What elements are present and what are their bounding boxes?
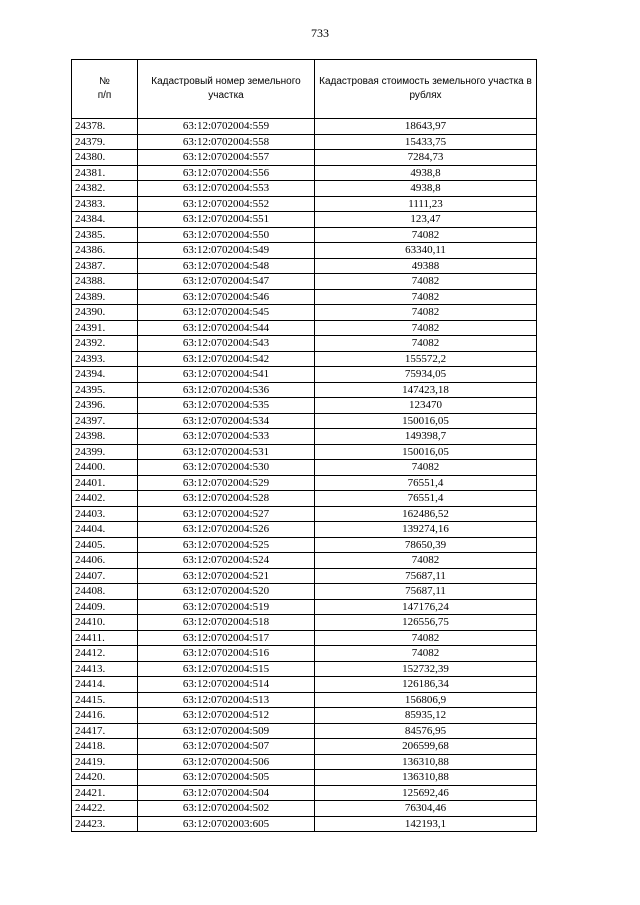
row-number: 24407. <box>72 568 138 584</box>
table-row <box>72 723 537 739</box>
cadastral-number: 63:12:0702004:545 <box>138 305 315 321</box>
cadastral-number: 63:12:0702004:514 <box>138 677 315 693</box>
row-number: 24415. <box>72 692 138 708</box>
row-number: 24417. <box>72 723 138 739</box>
table-row <box>72 506 537 522</box>
row-number: 24400. <box>72 460 138 476</box>
cadastral-number: 63:12:0702004:542 <box>138 351 315 367</box>
row-number: 24411. <box>72 630 138 646</box>
table-body <box>72 119 537 832</box>
cadastral-value: 84576,95 <box>315 723 537 739</box>
cadastral-value: 74082 <box>315 646 537 662</box>
row-number: 24396. <box>72 398 138 414</box>
row-number: 24379. <box>72 134 138 150</box>
row-number: 24401. <box>72 475 138 491</box>
row-number: 24413. <box>72 661 138 677</box>
table-row <box>72 134 537 150</box>
row-number: 24410. <box>72 615 138 631</box>
cadastral-value: 7284,73 <box>315 150 537 166</box>
table-row <box>72 274 537 290</box>
row-number: 24419. <box>72 754 138 770</box>
cadastral-number: 63:12:0702004:544 <box>138 320 315 336</box>
cadastral-value: 76551,4 <box>315 475 537 491</box>
row-number: 24383. <box>72 196 138 212</box>
column-header-cadastral-number: Кадастровый номер земельного участка <box>138 60 315 119</box>
cadastral-value: 147423,18 <box>315 382 537 398</box>
table-row <box>72 289 537 305</box>
cadastral-number: 63:12:0702004:526 <box>138 522 315 538</box>
cadastral-value: 206599,68 <box>315 739 537 755</box>
table-row <box>72 165 537 181</box>
row-number: 24422. <box>72 801 138 817</box>
cadastral-number: 63:12:0702004:541 <box>138 367 315 383</box>
row-number: 24403. <box>72 506 138 522</box>
cadastral-value: 15433,75 <box>315 134 537 150</box>
row-number: 24405. <box>72 537 138 553</box>
cadastral-number: 63:12:0702004:516 <box>138 646 315 662</box>
row-number: 24388. <box>72 274 138 290</box>
row-number: 24384. <box>72 212 138 228</box>
cadastral-number: 63:12:0702004:513 <box>138 692 315 708</box>
cadastral-value: 49388 <box>315 258 537 274</box>
cadastral-value: 147176,24 <box>315 599 537 615</box>
cadastral-number: 63:12:0702004:553 <box>138 181 315 197</box>
table-row <box>72 212 537 228</box>
cadastral-value: 152732,39 <box>315 661 537 677</box>
cadastral-value-table <box>71 59 537 832</box>
cadastral-number: 63:12:0702004:535 <box>138 398 315 414</box>
cadastral-number: 63:12:0702004:556 <box>138 165 315 181</box>
row-number: 24399. <box>72 444 138 460</box>
table-row <box>72 243 537 259</box>
row-number: 24381. <box>72 165 138 181</box>
table-row <box>72 816 537 832</box>
row-number: 24421. <box>72 785 138 801</box>
cadastral-number: 63:12:0702004:518 <box>138 615 315 631</box>
row-number: 24414. <box>72 677 138 693</box>
cadastral-value: 156806,9 <box>315 692 537 708</box>
cadastral-value: 150016,05 <box>315 444 537 460</box>
cadastral-value: 162486,52 <box>315 506 537 522</box>
cadastral-number: 63:12:0702004:546 <box>138 289 315 305</box>
table-row <box>72 305 537 321</box>
cadastral-number: 63:12:0702004:527 <box>138 506 315 522</box>
cadastral-number: 63:12:0702004:506 <box>138 754 315 770</box>
row-number: 24392. <box>72 336 138 352</box>
cadastral-value: 74082 <box>315 305 537 321</box>
cadastral-number: 63:12:0702004:533 <box>138 429 315 445</box>
table-row <box>72 491 537 507</box>
row-number: 24394. <box>72 367 138 383</box>
cadastral-value: 4938,8 <box>315 181 537 197</box>
cadastral-number: 63:12:0702004:534 <box>138 413 315 429</box>
table-row <box>72 677 537 693</box>
row-number: 24418. <box>72 739 138 755</box>
page-number: 733 <box>311 26 329 40</box>
table-row <box>72 475 537 491</box>
row-number: 24382. <box>72 181 138 197</box>
row-number: 24423. <box>72 816 138 832</box>
table-row <box>72 615 537 631</box>
table-row <box>72 258 537 274</box>
table-row <box>72 599 537 615</box>
row-number: 24402. <box>72 491 138 507</box>
cadastral-number: 63:12:0702004:520 <box>138 584 315 600</box>
cadastral-value: 4938,8 <box>315 165 537 181</box>
table-row <box>72 754 537 770</box>
cadastral-value: 1111,23 <box>315 196 537 212</box>
table-row <box>72 196 537 212</box>
cadastral-value: 76551,4 <box>315 491 537 507</box>
cadastral-value: 63340,11 <box>315 243 537 259</box>
cadastral-value: 75687,11 <box>315 584 537 600</box>
cadastral-value: 74082 <box>315 336 537 352</box>
table-row <box>72 785 537 801</box>
table-row <box>72 770 537 786</box>
row-number: 24378. <box>72 119 138 135</box>
table-row <box>72 739 537 755</box>
cadastral-number: 63:12:0702004:529 <box>138 475 315 491</box>
cadastral-value: 155572,2 <box>315 351 537 367</box>
table-row <box>72 320 537 336</box>
cadastral-value: 85935,12 <box>315 708 537 724</box>
cadastral-number: 63:12:0702004:525 <box>138 537 315 553</box>
cadastral-value: 125692,46 <box>315 785 537 801</box>
row-number: 24397. <box>72 413 138 429</box>
cadastral-number: 63:12:0702004:543 <box>138 336 315 352</box>
cadastral-value: 74082 <box>315 227 537 243</box>
table-row <box>72 460 537 476</box>
cadastral-number: 63:12:0702004:548 <box>138 258 315 274</box>
table-row <box>72 429 537 445</box>
cadastral-value: 139274,16 <box>315 522 537 538</box>
cadastral-value: 74082 <box>315 289 537 305</box>
cadastral-value: 123,47 <box>315 212 537 228</box>
cadastral-value: 136310,88 <box>315 770 537 786</box>
cadastral-number: 63:12:0702004:509 <box>138 723 315 739</box>
row-number: 24391. <box>72 320 138 336</box>
table-row <box>72 692 537 708</box>
cadastral-value: 142193,1 <box>315 816 537 832</box>
cadastral-value: 75687,11 <box>315 568 537 584</box>
cadastral-number: 63:12:0702004:558 <box>138 134 315 150</box>
row-number: 24389. <box>72 289 138 305</box>
cadastral-value: 74082 <box>315 460 537 476</box>
cadastral-value: 75934,05 <box>315 367 537 383</box>
cadastral-number: 63:12:0702004:515 <box>138 661 315 677</box>
table-row <box>72 351 537 367</box>
table-row <box>72 522 537 538</box>
cadastral-number: 63:12:0702004:547 <box>138 274 315 290</box>
cadastral-value: 76304,46 <box>315 801 537 817</box>
cadastral-value: 123470 <box>315 398 537 414</box>
column-header-number: № п/п <box>72 60 138 119</box>
column-header-cadastral-value: Кадастровая стоимость земельного участка в рублях <box>315 60 537 119</box>
table-row <box>72 553 537 569</box>
table-row <box>72 413 537 429</box>
cadastral-number: 63:12:0702004:502 <box>138 801 315 817</box>
table-row <box>72 661 537 677</box>
cadastral-number: 63:12:0702004:551 <box>138 212 315 228</box>
cadastral-value: 126556,75 <box>315 615 537 631</box>
cadastral-value: 150016,05 <box>315 413 537 429</box>
row-number: 24385. <box>72 227 138 243</box>
cadastral-number: 63:12:0702004:531 <box>138 444 315 460</box>
row-number: 24390. <box>72 305 138 321</box>
cadastral-value: 18643,97 <box>315 119 537 135</box>
cadastral-number: 63:12:0702004:519 <box>138 599 315 615</box>
cadastral-number: 63:12:0702004:524 <box>138 553 315 569</box>
row-number: 24387. <box>72 258 138 274</box>
table-row <box>72 630 537 646</box>
cadastral-number: 63:12:0702004:505 <box>138 770 315 786</box>
cadastral-number: 63:12:0702004:557 <box>138 150 315 166</box>
cadastral-number: 63:12:0702003:605 <box>138 816 315 832</box>
table-row <box>72 181 537 197</box>
cadastral-value: 149398,7 <box>315 429 537 445</box>
table-row <box>72 568 537 584</box>
cadastral-number: 63:12:0702004:507 <box>138 739 315 755</box>
table-row <box>72 227 537 243</box>
cadastral-number: 63:12:0702004:528 <box>138 491 315 507</box>
cadastral-value: 74082 <box>315 274 537 290</box>
row-number: 24420. <box>72 770 138 786</box>
table-row <box>72 708 537 724</box>
row-number: 24409. <box>72 599 138 615</box>
row-number: 24412. <box>72 646 138 662</box>
row-number: 24393. <box>72 351 138 367</box>
cadastral-number: 63:12:0702004:512 <box>138 708 315 724</box>
table-row <box>72 584 537 600</box>
table-row <box>72 398 537 414</box>
row-number: 24404. <box>72 522 138 538</box>
cadastral-number: 63:12:0702004:552 <box>138 196 315 212</box>
cadastral-value: 74082 <box>315 553 537 569</box>
row-number: 24416. <box>72 708 138 724</box>
cadastral-number: 63:12:0702004:504 <box>138 785 315 801</box>
cadastral-value: 74082 <box>315 320 537 336</box>
table-row <box>72 646 537 662</box>
cadastral-value: 136310,88 <box>315 754 537 770</box>
cadastral-number: 63:12:0702004:536 <box>138 382 315 398</box>
cadastral-value: 126186,34 <box>315 677 537 693</box>
cadastral-value: 78650,39 <box>315 537 537 553</box>
cadastral-number: 63:12:0702004:549 <box>138 243 315 259</box>
row-number: 24386. <box>72 243 138 259</box>
table-row <box>72 537 537 553</box>
table-row <box>72 150 537 166</box>
cadastral-value: 74082 <box>315 630 537 646</box>
row-number: 24395. <box>72 382 138 398</box>
cadastral-number: 63:12:0702004:550 <box>138 227 315 243</box>
table-row <box>72 801 537 817</box>
row-number: 24398. <box>72 429 138 445</box>
table-row <box>72 444 537 460</box>
row-number: 24408. <box>72 584 138 600</box>
table-header-row <box>72 60 537 119</box>
cadastral-number: 63:12:0702004:521 <box>138 568 315 584</box>
table-row <box>72 119 537 135</box>
table-row <box>72 336 537 352</box>
table-row <box>72 367 537 383</box>
table-row <box>72 382 537 398</box>
cadastral-number: 63:12:0702004:559 <box>138 119 315 135</box>
cadastral-number: 63:12:0702004:530 <box>138 460 315 476</box>
row-number: 24380. <box>72 150 138 166</box>
cadastral-number: 63:12:0702004:517 <box>138 630 315 646</box>
row-number: 24406. <box>72 553 138 569</box>
